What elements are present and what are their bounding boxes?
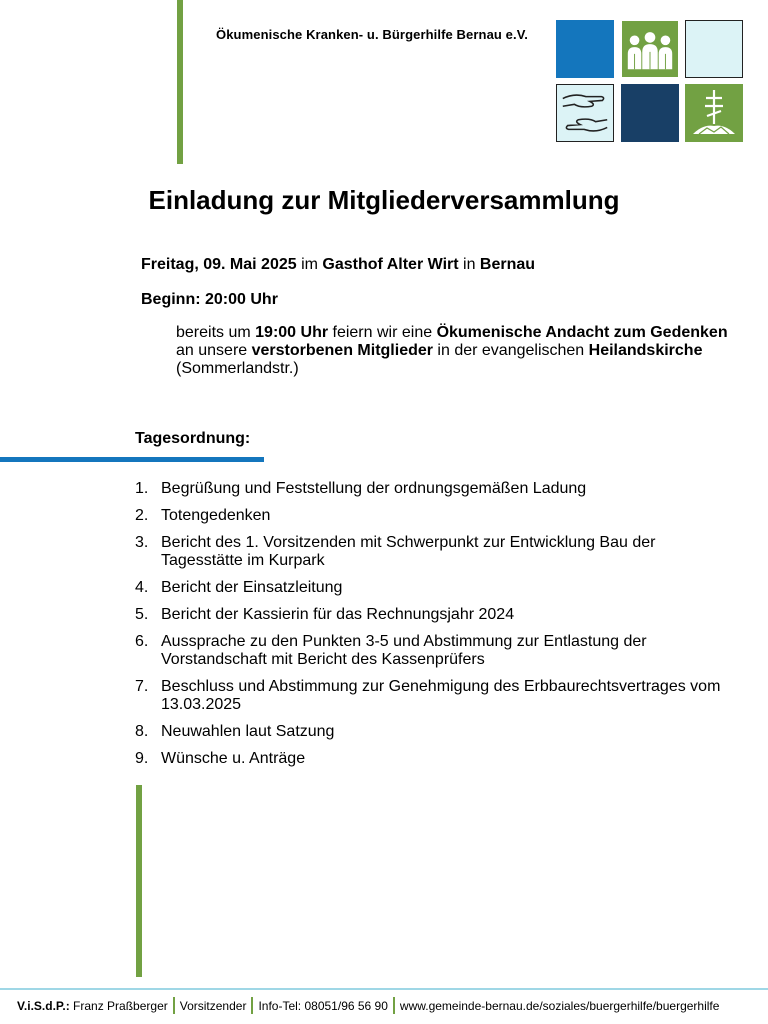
footer-separator: [393, 997, 395, 1014]
footer-separator: [173, 997, 175, 1014]
hands-icon: [557, 85, 613, 141]
organization-name: Ökumenische Kranken- u. Bürgerhilfe Bernau e.V.: [216, 27, 528, 42]
event-venue: Gasthof Alter Wirt: [322, 256, 459, 273]
event-date-location: [141, 256, 535, 274]
agenda-item: [135, 750, 735, 768]
footer-separator: [251, 997, 253, 1014]
logo-tile-blue: [556, 20, 614, 78]
agenda-divider: [0, 457, 264, 462]
agenda-item-number: 3.: [135, 534, 149, 551]
agenda-item-number: 7.: [135, 678, 149, 695]
people-icon: [622, 21, 678, 77]
andacht-text: bereits um: [176, 324, 256, 341]
cross-mountain-icon: [685, 84, 743, 142]
event-town: Bernau: [479, 256, 536, 273]
andacht-text: in der evangelischen: [432, 342, 589, 359]
footer-divider: [0, 988, 768, 990]
logo-tile-hands: [556, 84, 614, 142]
green-vertical-bar-bottom: [136, 785, 142, 977]
agenda-item-text: Bericht des 1. Vorsitzenden mit Schwerpunkt zur Entwicklung Bau der Tagesstätte im Kurpark: [161, 534, 656, 569]
agenda-item-text: Totengedenken: [161, 507, 271, 524]
logo-tile-navy: [621, 84, 679, 142]
footer-url-link[interactable]: www.gemeinde-bernau.de/soziales/buergerhilfe/buergerhilfe: [399, 998, 720, 1013]
andacht-members: verstorbenen Mitglieder: [251, 342, 433, 359]
agenda-item-text: Begrüßung und Feststellung der ordnungsgemäßen Ladung: [161, 480, 587, 497]
agenda-list: [135, 480, 735, 777]
footer-name: Franz Praßberger: [73, 998, 168, 1013]
agenda-heading: Tagesordnung:: [135, 430, 251, 447]
event-connector: im: [296, 256, 323, 273]
agenda-item-text: Wünsche u. Anträge: [161, 750, 306, 767]
footer: [17, 997, 719, 1014]
agenda-item-number: 8.: [135, 723, 149, 740]
green-vertical-bar-top: [177, 0, 183, 164]
footer-visdp-label: V.i.S.d.P.:: [17, 998, 70, 1013]
event-start-time: Beginn: 20:00 Uhr: [141, 291, 278, 308]
logo-tile-people: [621, 20, 679, 78]
agenda-item: [135, 723, 735, 741]
andacht-service: Ökumenische Andacht zum Gedenken: [436, 324, 728, 341]
agenda-item: [135, 480, 735, 498]
agenda-item-number: 1.: [135, 480, 149, 497]
agenda-item-number: 6.: [135, 633, 149, 650]
andacht-church: Heilandskirche: [588, 342, 703, 359]
andacht-text: an unsere: [176, 342, 252, 359]
footer-tel: 08051/96 56 90: [304, 998, 388, 1013]
agenda-item: [135, 633, 735, 669]
agenda-item-number: 4.: [135, 579, 149, 596]
footer-role: Vorsitzender: [179, 998, 247, 1013]
logo-tile-cross: [685, 84, 743, 142]
event-connector: in: [458, 256, 480, 273]
logo-tile-light: [685, 20, 743, 78]
agenda-item-text: Bericht der Kassierin für das Rechnungsjahr 2024: [161, 606, 515, 623]
agenda-item-number: 2.: [135, 507, 149, 524]
event-day: Freitag, 09. Mai 2025: [141, 256, 297, 273]
andacht-text: (Sommerlandstr.): [176, 360, 299, 377]
agenda-item: [135, 606, 735, 624]
agenda-item-text: Bericht der Einsatzleitung: [161, 579, 343, 596]
agenda-item-text: Aussprache zu den Punkten 3-5 und Abstimmung zur Entlastung der Vorstandschaft mit Bericht des Kassenprüfers: [161, 633, 647, 668]
agenda-item: [135, 507, 735, 525]
agenda-item-text: Neuwahlen laut Satzung: [161, 723, 335, 740]
agenda-item: [135, 678, 735, 714]
footer-tel-label: Info-Tel:: [258, 998, 302, 1013]
andacht-text: feiern wir eine: [328, 324, 437, 341]
agenda-item: [135, 534, 735, 570]
agenda-item-number: 9.: [135, 750, 149, 767]
page-title: Einladung zur Mitgliederversammlung: [148, 185, 620, 215]
andacht-time: 19:00 Uhr: [255, 324, 329, 341]
andacht-note: [176, 324, 736, 378]
agenda-item-text: Beschluss und Abstimmung zur Genehmigung des Erbbaurechtsvertrages vom 13.03.2025: [161, 678, 721, 713]
agenda-item: [135, 579, 735, 597]
agenda-item-number: 5.: [135, 606, 149, 623]
